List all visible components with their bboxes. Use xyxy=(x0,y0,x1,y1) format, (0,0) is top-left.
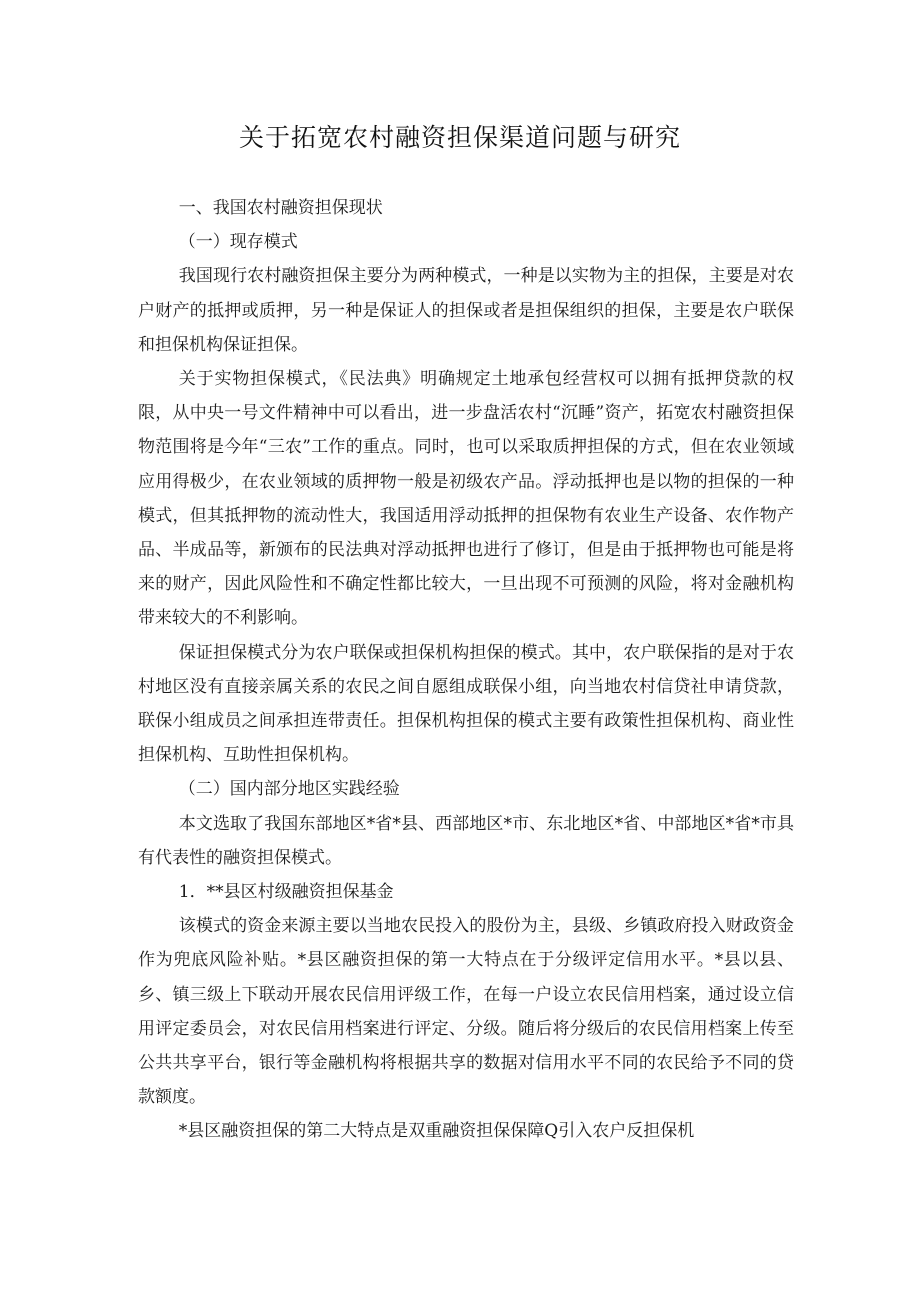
numbered-heading: 1．**县区村级融资担保基金 xyxy=(178,882,394,903)
body-paragraph: 该模式的资金来源主要以当地农民投入的股份为主，县级、乡镇政府投入财政资金作为兜底风险补贴。*县区融资担保的第一大特点在于分级评定信用水平。*县以县、乡、镇三级上下联动开展农民信用评级工作，在每一户设立农民信用档案，通过设立信用评定委员会，对农民信用档案进行评定、分级。随后将分级后的农民信用档案上传至公共共享平台，银行等金融机构将根据共享的数据对信用水平不同的农民给予不同的贷款额度。 xyxy=(138,916,794,1108)
document-body xyxy=(138,191,794,1149)
body-paragraph: 本文选取了我国东部地区*省*县、西部地区*市、东北地区*省、中部地区*省*市具有代表性的融资担保模式。 xyxy=(138,813,794,868)
body-paragraph: 保证担保模式分为农户联保或担保机构担保的模式。其中，农户联保指的是对于农村地区没有直接亲属关系的农民之间自愿组成联保小组，向当地农村信贷社申请贷款，联保小组成员之间承担连带责任。担保机构担保的模式主要有政策性担保机构、商业性担保机构、互助性担保机构。 xyxy=(138,642,794,766)
section-heading: 一、我国农村融资担保现状 xyxy=(178,198,383,218)
body-paragraph: *县区融资担保的第二大特点是双重融资担保保障Q引入农户反担保机 xyxy=(178,1121,695,1142)
body-paragraph: 关于实物担保模式，《民法典》明确规定土地承包经营权可以拥有抵押贷款的权限，从中央一号文件精神中可以看出，进一步盘活农村“沉睡”资产，拓宽农村融资担保物范围将是今年“三农”工作的重点。同时，也可以采取质押担保的方式，但在农业领域应用得极少，在农业领域的质押物一般是初级农产品。浮动抵押也是以物的担保的一种模式，但其抵押物的流动性大，我国适用浮动抵押的担保物有农业生产设备、农作物产品、半成品等，新颁布的民法典对浮动抵押也进行了修订，但是由于抵押物也可能是将来的财产，因此风险性和不确定性都比较大，一旦出现不可预测的风险，将对金融机构带来较大的不利影响。 xyxy=(138,369,794,629)
body-paragraph: 我国现行农村融资担保主要分为两种模式，一种是以实物为主的担保，主要是对农户财产的抵押或质押，另一种是保证人的担保或者是担保组织的担保，主要是农户联保和担保机构保证担保。 xyxy=(138,266,794,355)
subsection-heading: （二）国内部分地区实践经验 xyxy=(178,779,400,800)
subsection-heading: （一）现存模式 xyxy=(178,232,298,253)
document-title: 关于拓宽农村融资担保渠道问题与研究 xyxy=(238,123,681,152)
